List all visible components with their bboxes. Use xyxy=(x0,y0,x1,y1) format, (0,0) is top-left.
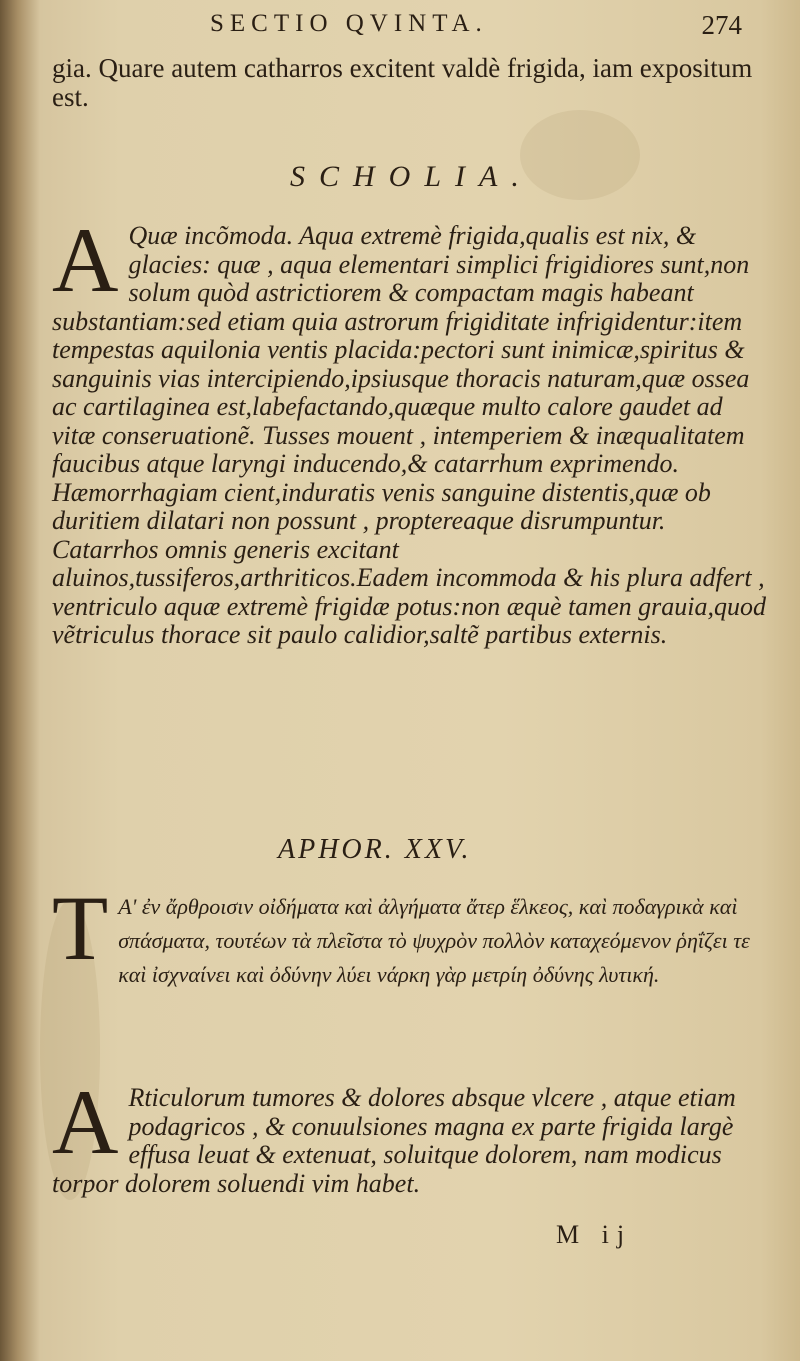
aphorism-greek-text: Α' ἐν ἄρθροισιν οἰδήματα καὶ ἀλγήματα ἄτερ ἕλκεος, καὶ ποδαγρικὰ καὶ σπάσματα, τουτέων τὰ πλεῖστα τὸ ψυχρὸν πολλὸν καταχεόμενον ῥηΐζει τε καὶ ἰσχναίνει καὶ ὀδύνην λύει νάρκη γὰρ μετρίη ὀδύνης λυτική. xyxy=(118,894,750,987)
paper-stain xyxy=(520,110,640,200)
aphorism-heading: APHOR. XXV. xyxy=(278,834,472,865)
aphorism-block xyxy=(52,877,768,992)
scholia-text: Quæ incõmoda. Aqua extremè frigida,qualis est nix, & glacies: quæ , aqua elementari simplici frigidiores sunt,non solum quòd astrictiorem & compactam magis habeant substantiam:sed etiam quia astrorum frigiditate infrigidentur:item tempestas aquilonia ventis placida:pectori sunt inimicæ,spiritus & sanguinis vias intercipiendo,ipsiusque thoracis naturam,quæ ossea ac cartilaginea est,labefactando,quæque multo calore gaudet ad vitæ conseruationẽ. Tusses mouent , intemperiem & inæqualitatem faucibus atque laryngi inducendo,& catarrhum exprimendo. Hæmorrhagiam cient,induratis venis sanguine distentis,quæ ob duritiem dilatari non possunt , proptereaque disrumpuntur. Catarrhos omnis generis excitant aluinos,tussiferos,arthriticos.Eadem incommoda & his plura adfert , ventriculo aquæ extremè frigidæ potus:non æquè tamen grauia,quod vẽtriculus thorace sit paulo calidior,saltẽ partibus externis. xyxy=(52,221,766,649)
scholia-block xyxy=(52,209,768,650)
commentary-block xyxy=(52,1071,768,1198)
scholia-heading: SCHOLIA. xyxy=(290,160,533,193)
page-number: 274 xyxy=(701,10,742,40)
commentary-text: Rticulorum tumores & dolores absque vlcere , atque etiam podagricos , & conuulsiones magna ex parte frigida largè effusa leuat & extenuat, soluitque dolorem, nam modicus torpor dolorem soluendi vim habet. xyxy=(52,1083,736,1198)
signature-mark: M ij xyxy=(556,1220,633,1249)
aphorism-drop-cap: T xyxy=(52,877,109,979)
page-header xyxy=(210,6,750,46)
scholia-drop-cap: A xyxy=(52,209,119,311)
running-head: SECTIO QVINTA. xyxy=(210,10,488,37)
opening-text: gia. Quare autem catharros excitent valdè frigida, iam expositum est. xyxy=(52,53,753,112)
commentary-drop-cap: A xyxy=(52,1071,119,1173)
